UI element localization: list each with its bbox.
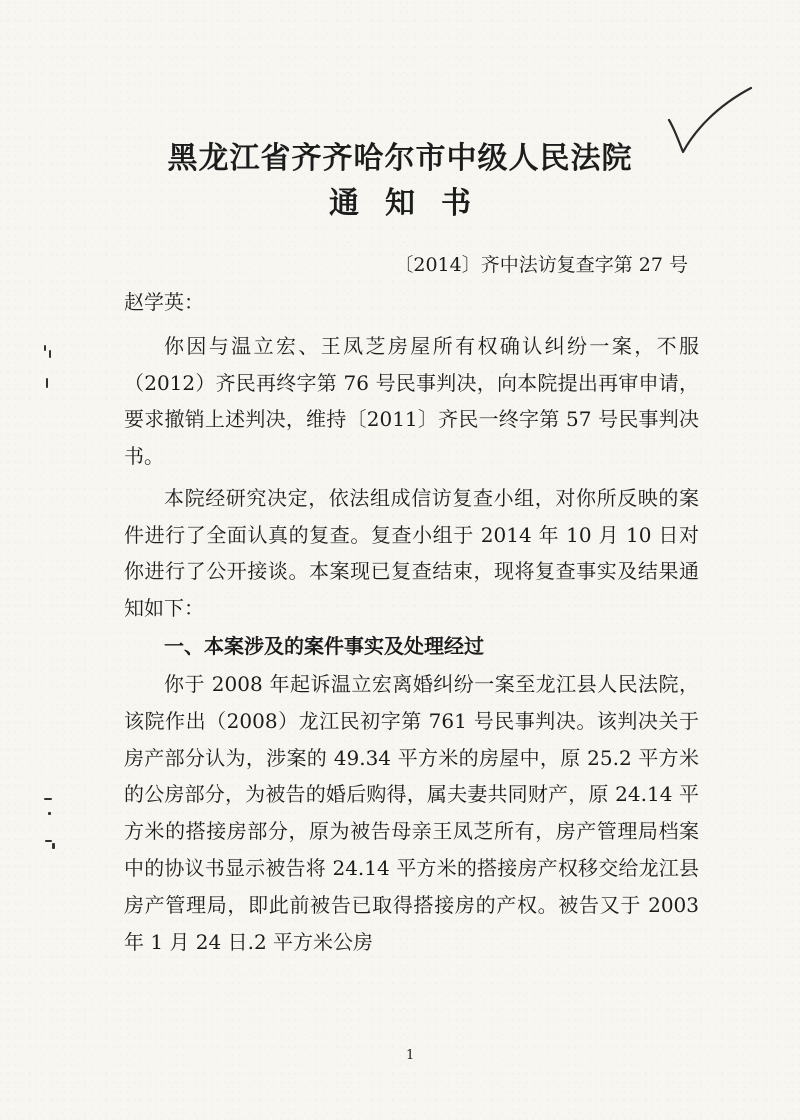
notice-title: 通知书 [329,186,497,221]
scan-mark [49,350,51,358]
scan-mark [44,798,52,800]
scan-mark [52,843,55,849]
paragraph-1: 你因与温立宏、王凤芝房屋所有权确认纠纷一案，不服（2012）齐民再终字第 76 号民事判决，向本院提出再审申请，要求撤销上述判决，维持〔2011〕齐民一终字第 57 号民事判决书。 [124,334,699,468]
court-title: 黑龙江省齐齐哈尔市中级人民法院 [167,141,633,176]
document-number: 〔2014〕齐中法访复查字第 27 号 [394,254,688,276]
paragraph-2: 本院经研究决定，依法组成信访复查小组，对你所反映的案件进行了全面认真的复查。复查小组于 2014 年 10 月 10 日对你进行了公开接谈。本案现已复查结束，现将复查事实及结果通知如下： [124,486,699,620]
scan-mark [45,840,52,842]
scan-mark [46,378,48,388]
paragraph-3: 你于 2008 年起诉温立宏离婚纠纷一案至龙江县人民法院，该院作出（2008）龙江民初字第 761 号民事判决。该判决关于房产部分认为，涉案的 49.34 平方米的房屋中，原 25.2 平方米的公房部分，为被告的婚后购得，属夫妻共同财产，原 24.14 平方米的搭接房部分，原为被告母亲王凤芝所有，房产管理局档案中的协议书显示被告将 24.14 平方米的搭接房产权移交给龙江县房产管理局，即此前被告已取得搭接房的产权。被告又于 2003 年 1 月 24 日.2 平方米公房 [124,672,699,954]
scan-mark [44,345,46,351]
addressee: 赵学英： [124,290,204,314]
scan-mark [48,812,51,815]
section-1-heading: 一、本案涉及的案件事实及处理经过 [164,634,484,658]
page-number: 1 [406,1048,415,1063]
